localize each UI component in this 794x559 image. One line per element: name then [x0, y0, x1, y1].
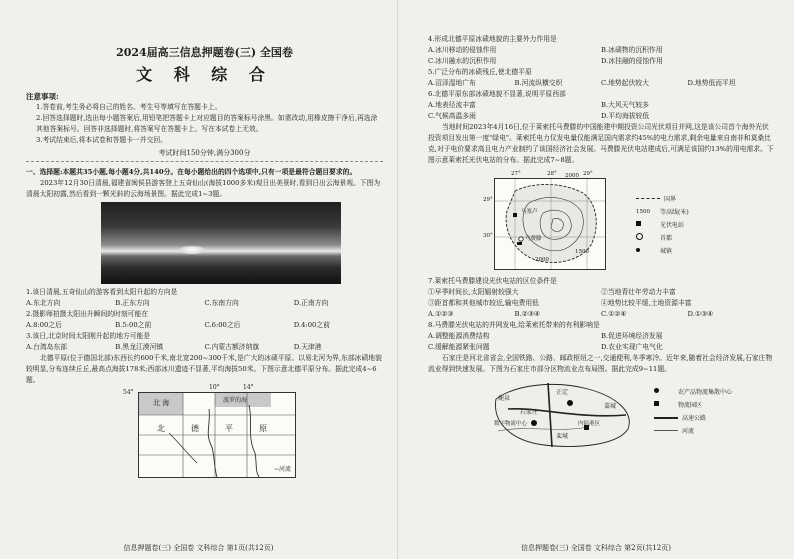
- question-4-stem: 4.形成北德平原冰碛地貌的主要外力作用是: [428, 35, 557, 43]
- legend-logistics-park: [654, 398, 732, 411]
- question-1-options: [26, 298, 383, 309]
- option: ③距首都和其他城市较近,输电费用低: [428, 299, 539, 307]
- question-2-stem: 2.摄影师拍摄太阳出升瞬间的时刻可能在: [26, 310, 149, 318]
- passage-1: 2023年12月30日清晨,福建省闽侯县游客登上五奇仙山(海拔1000多米)观日出美景时,看到日出云海景观。下图为清晨太阳初露,然后看到一颗光斜的云海场景图。据此完成1~3题。: [26, 179, 381, 198]
- option: B.黑龙江漠河镇: [115, 343, 164, 351]
- question-4-options: [428, 45, 774, 67]
- legend-border: [636, 192, 689, 205]
- longitude-label: 14°: [243, 384, 254, 391]
- legend-label: 国界: [664, 196, 677, 203]
- option: C.气候高温多雨: [428, 112, 476, 120]
- longitude-label: 28°: [547, 171, 557, 177]
- region-label: 北: [157, 424, 165, 433]
- map-legend-river: ~河流: [273, 466, 291, 473]
- question-1-stem: 1.该日清晨,五奇仙山的游客看到太阳升起的方向是: [26, 288, 178, 296]
- legend-label: 高速公路: [682, 415, 707, 422]
- option: D.地势低而平坦: [687, 79, 736, 87]
- place-label: 内陆港区: [578, 421, 601, 427]
- option: D.①③④: [687, 310, 714, 318]
- legend-label: 首都: [660, 235, 673, 242]
- notice-item: 2.回答选择题时,选出每小题答案后,用铅笔把答题卡上对应题目的答案标号涂黑。如需改动,用橡皮擦干净后,再选涂其他答案标号。回答非选择题时,将答案写在答题卡上。写在本试卷上无效。: [36, 114, 378, 133]
- contour-label: 2000: [565, 173, 579, 179]
- option: B.河流纵横交织: [514, 79, 563, 87]
- question-7-options: [428, 287, 774, 309]
- option: C.缓解能源紧张问题: [428, 343, 490, 351]
- question-5-options: [428, 78, 774, 89]
- option: A.东北方向: [26, 299, 61, 307]
- passage-4: 石家庄是河北省省会,全国铁路、公路、邮政枢纽之一,交通便利,冬季寒冷。近年来,随着社会经济发展,石家庄物流业得到快速发展。下图为石家庄市部分区物流业点布局图。据此完成9~11题。: [428, 354, 773, 373]
- place-label: 正定: [556, 389, 569, 396]
- legend-label: 等高线(米): [660, 209, 689, 216]
- sea-label: 波罗的海: [223, 397, 248, 404]
- legend-river: [654, 424, 732, 437]
- legend-town: [636, 244, 689, 257]
- sea-label: 北 海: [153, 399, 170, 407]
- legend-label: 物流园区: [678, 402, 703, 409]
- place-label: 石家庄: [520, 409, 539, 416]
- legend-capital: [636, 231, 689, 244]
- lesotho-map-legend: [636, 192, 689, 257]
- legend-label: 光伏电站: [660, 222, 685, 229]
- option: ④地势比较平缓,土地资源丰富: [601, 299, 692, 307]
- legend-label: 河流: [278, 466, 291, 473]
- option: A.地表径流丰富: [428, 101, 476, 109]
- legend-label: 城镇: [660, 248, 673, 255]
- question-2-options: [26, 320, 383, 331]
- latitude-label: 54°: [123, 389, 134, 396]
- place-label: 马费滕: [525, 236, 542, 242]
- option: D.天津港: [293, 343, 322, 351]
- question-6-options: [428, 100, 774, 122]
- option: D.4:00之前: [293, 321, 330, 329]
- option: ①早季时间长,太阳辐射较强大: [428, 288, 519, 296]
- option: A.调整能源消费结构: [428, 332, 490, 340]
- option: ②当地青壮年劳动力丰富: [601, 288, 676, 296]
- divider: [26, 161, 383, 162]
- logistics-map-legend: [654, 385, 732, 437]
- option: D.平均海拔较低: [601, 112, 650, 120]
- question-7-answers: [428, 309, 774, 320]
- option: C.地势起伏较大: [601, 79, 649, 87]
- legend-expressway: [654, 411, 732, 424]
- legend-agri-center: [654, 385, 732, 398]
- option: A.①②③: [428, 310, 454, 318]
- option: A.8:00之后: [26, 321, 62, 329]
- exam-title: 2024届高三信息押题卷(三) 全国卷: [116, 46, 293, 59]
- legend-label: 河流: [682, 428, 695, 435]
- legend-contour: [636, 205, 689, 218]
- longitude-label: 29°: [583, 171, 593, 177]
- right-page: [397, 0, 794, 559]
- longitude-label: 10°: [209, 384, 220, 391]
- place-label: 马塞卢: [521, 209, 538, 215]
- region-label: 德: [191, 424, 199, 433]
- legend-label: 农产品物流集散中心: [678, 389, 733, 396]
- option: B.正东方向: [115, 299, 150, 307]
- option: A.冰川移动的侵蚀作用: [428, 46, 497, 54]
- question-8-options: [428, 331, 774, 353]
- passage-3: 当地时间2023年4月16日,位于莱索托马费滕的中国能建中期投资公司光伏项目并网,这是该公司首个海外光伏投资项目发出第一度"绿电"。莱索托电力仅发电量仅能满足国内需求约45%的电力需求,剩余电量来自南非和莫桑比克,对于电价要求高且电力产业制约了该国经济社会发展。马费滕光伏电站建成后,可满足该国约13%的用电需求。下图示意莱索托光伏电站的分布。据此完成7~8题。: [428, 123, 774, 164]
- section-heading: 一、选择题:本题共35小题,每小题4分,共140分。在每小题给出的四个选项中,只有一项是最符合题目要求的。: [26, 168, 357, 176]
- option: B.5:00之前: [115, 321, 152, 329]
- north-german-plain-map: [123, 384, 296, 478]
- option: D.正南方向: [293, 299, 329, 307]
- question-8-stem: 8.马费滕光伏电站的并网发电,给莱索托带来的有利影响是: [428, 321, 600, 329]
- contour-label: 1500: [575, 249, 589, 255]
- option: C.6:00之后: [204, 321, 241, 329]
- longitude-label: 27°: [511, 171, 521, 177]
- option: C.内蒙古额济纳旗: [204, 343, 260, 351]
- sun-image: [179, 246, 205, 254]
- question-5-stem: 5.广泛分布的冰碛残丘,使北德平原: [428, 68, 532, 76]
- place-label: 鹿泉: [498, 395, 511, 402]
- lesotho-map-block: [428, 172, 774, 276]
- question-3-options: [26, 342, 383, 353]
- notice-heading: 注意事项:: [26, 92, 59, 101]
- sunrise-sea-of-clouds-photo: [101, 202, 341, 284]
- option: B.②③④: [514, 310, 540, 318]
- option: B.冰碛物的沉积作用: [601, 46, 663, 54]
- option: C.①②④: [601, 310, 627, 318]
- question-6-stem: 6.北德平原东部冰碛地貌不显著,说明平原西部: [428, 90, 566, 98]
- latitude-label: 29°: [483, 197, 493, 203]
- option: C.东南方向: [204, 299, 239, 307]
- legend-solar-station: [636, 218, 689, 231]
- place-label: 藁城: [604, 403, 617, 410]
- passage-2: 北德平原(位于德国北部)东西长约600千米,南北宽200~300千米,是广大的冰碛平原。以易北河为界,东部冰碛地貌较明显,分布连续丘丘,最高点海拔178米;西部冰川遗迹不显著,平均海拔50米。下图示意北德平原分布。据此完成4~6题。: [26, 354, 382, 384]
- place-label: 数字物流中心: [494, 421, 528, 427]
- notice-item: 1.答卷前,考生务必将自己的姓名、考生号等填写在答题卡上。: [36, 103, 222, 111]
- option: A.台湾岛东部: [26, 343, 68, 351]
- contour-label: 2000: [535, 257, 549, 263]
- option: B.大风天气较多: [601, 101, 649, 109]
- option: D.冰挂融的侵蚀作用: [601, 57, 663, 65]
- notice-item: 3.考试结束后,将本试卷和答题卡一并交回。: [36, 136, 167, 144]
- question-3-stem: 3.该日,北京时间太阳刚升起的地方可能是: [26, 332, 151, 340]
- option: B.促进环境经济发展: [601, 332, 663, 340]
- left-footer: 信息押题卷(三) 全国卷 文科综合 第1页(共12页): [123, 544, 274, 552]
- place-label: 栾城: [556, 433, 569, 440]
- map-svg: [495, 179, 605, 269]
- region-label: 原: [259, 424, 267, 433]
- exam-time: 考试时间150分钟,满分300分: [158, 149, 251, 157]
- question-7-stem: 7.莱索托马费滕建设光伏电站的区位条件是: [428, 277, 557, 285]
- option: A.沼泽湿地广布: [428, 79, 476, 87]
- right-footer: 信息押题卷(三) 全国卷 文科综合 第2页(共12页): [521, 544, 671, 552]
- shijiazhuang-map-block: [428, 379, 774, 451]
- latitude-label: 30°: [483, 233, 493, 239]
- option: D.农业实现广电气化: [601, 343, 663, 351]
- region-label: 平: [225, 424, 233, 433]
- option: C.冰川融水的沉积作用: [428, 57, 497, 65]
- legend-contour-value: 1500: [636, 208, 650, 215]
- lesotho-map: [483, 171, 606, 270]
- subject-title: 文 科 综 合: [136, 65, 273, 84]
